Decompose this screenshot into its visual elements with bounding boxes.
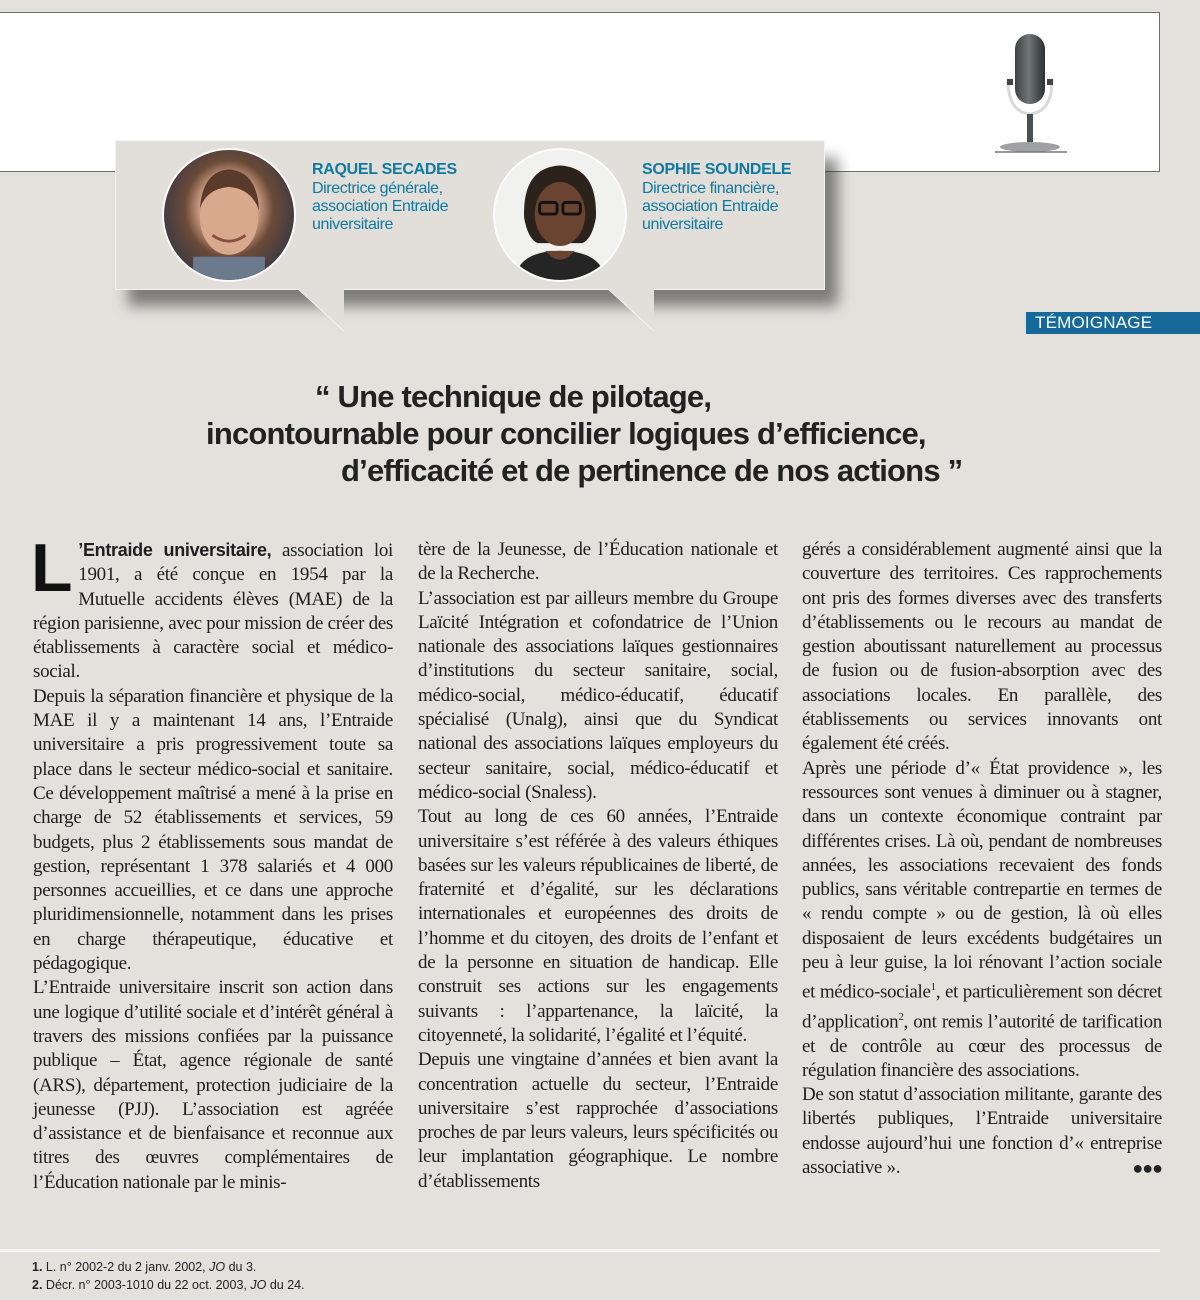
paragraph: Tout au long de ces 60 années, l’Entraide universitaire s’est référée à des valeurs éthiques basées sur les valeurs républicaines de liberté, de fraternité et d’égalité, sur les déclarations internationales et européennes des droits de l’homme et du citoyen, des droits de l’enfant et de la personne en situation de handicap. Elle construit ses actions sur les engagements suivants : l’appartenance, la laïcité, la citoyenneté, la solidarité, l’égalité et l’équité. — [418, 806, 778, 1046]
speaker-role: universitaire — [642, 216, 724, 233]
portrait-placeholder-icon — [164, 150, 294, 280]
speaker-photo-sophie-soundele — [493, 148, 627, 282]
footnotes — [32, 1258, 305, 1294]
paragraph: Après une période d’« État providence », les ressources sont venues à diminuer ou à stagner, dans un contexte économique contraint par différentes crises. Là où, pendant de nombreuses années, les associations recevaient des fonds publics, sans véritable contrepartie en termes de « rendu compte » ou de gestion, là où elles disposaient de leurs excédents budgétaires un peu à leur guise, la loi rénovant l’action sociale et médico-sociale$^1$, et particulièrement son décret d’application$^2$, ont remis l’autorité de tarification et de contrôle au cœur des processus de régulation financière des associations. — [802, 757, 1162, 1081]
footnote-2: 2. Décr. n° 2003-1010 du 22 oct. 2003, JO du 24. — [32, 1278, 305, 1292]
paragraph: L ’Entraide universitaire, association loi 1901, a été conçue en 1954 par la Mutuelle accidents élèves (MAE) de la région parisienne, avec pour mission de créer des établissements à caractère social et médico-social. — [31, 530, 393, 683]
bubble-tail-left — [298, 289, 358, 339]
article-column-2 — [418, 538, 778, 1194]
lead-in: ’Entraide universitaire, — [78, 540, 272, 560]
headline-line: incontournable pour concilier logiques d’efficience, — [206, 416, 926, 451]
headline-line: d’efficacité et de pertinence de nos actions ” — [341, 453, 963, 488]
speaker-info-1 — [312, 160, 457, 234]
headline-quote — [200, 378, 1060, 489]
footnote-1: 1. L. n° 2002-2 du 2 janv. 2002, JO du 3. — [32, 1260, 257, 1274]
speaker-name: SOPHIE SOUNDELE — [642, 161, 792, 178]
drop-cap: L — [31, 530, 73, 606]
speaker-info-2 — [642, 160, 791, 234]
bubble-tail-right — [608, 289, 668, 339]
speaker-photo-raquel-secades — [162, 148, 296, 282]
paragraph: L’association est par ailleurs membre du Groupe Laïcité Intégration et cofondatrice de l’Union nationale des associations laïques gestionnaires d’institutions du secteur sanitaire, social, médico-social, médico-éducatif, éducatif spécialisé (Unalg), ainsi que du Syndicat national des associations laïques employeurs du secteur sanitaire, social, médico-éducatif et médico-social (Snaless). — [418, 587, 778, 803]
article-column-3 — [802, 538, 1162, 1180]
speaker-role: association Entraide — [642, 198, 779, 215]
paragraph: gérés a considérablement augmenté ainsi que la couverture des territoires. Ces rapprochements ont pris des formes diverses avec des transferts d’établissements ou le recours au mandat de gestion aboutissant naturellement au processus de fusion ou de fusion-absorption avec des associations locales. En parallèle, des établissements ou services innovants ont également été créés. — [802, 539, 1162, 755]
headline-line: “ Une technique de pilotage, — [315, 379, 712, 414]
paragraph: Depuis la séparation financière et physique de la MAE il y a maintenant 14 ans, l’Entraide universitaire a pris progressivement toute sa place dans le secteur médico-social et sanitaire. Ce développement maîtrisé a mené à la prise en charge de 52 établissements et services, 59 budgets, plus 2 établissements sous mandat de gestion, représentant 1 378 salariés et 4 000 personnes accueillies, et ce dans une approche pluridimensionnelle, notamment dans les prises en charge thérapeutique, éducative et pédagogique. — [33, 685, 393, 975]
speaker-role: Directrice générale, — [312, 180, 443, 197]
paragraph: tère de la Jeunesse, de l’Éducation nationale et de la Recherche. — [418, 539, 778, 585]
article-column-1 — [31, 530, 393, 1195]
paragraph: De son statut d’association militante, garante des libertés publiques, l’Entraide universitaire endosse aujourd’hui une fonction d’« entreprise associative ». ●●● — [802, 1083, 1162, 1180]
microphone-icon — [975, 22, 1085, 157]
footnote-ref[interactable]: 1 — [930, 981, 936, 994]
paragraph: Depuis une vingtaine d’années et bien avant la concentration actuelle du secteur, l’Entraide universitaire s’est rapprochée d’associations proches de par leurs valeurs, leurs spécificités ou leur implantation géographique. Le nombre d’établissements — [418, 1049, 778, 1192]
speaker-role: universitaire — [312, 216, 394, 233]
speaker-name: RAQUEL SECADES — [312, 161, 457, 178]
footnote-ref[interactable]: 2 — [898, 1010, 904, 1023]
speaker-role: association Entraide — [312, 198, 449, 215]
section-badge: TÉMOIGNAGE — [1026, 312, 1200, 334]
continuation-dots-icon: ●●● — [1132, 1158, 1162, 1179]
footnote-divider — [0, 1249, 1160, 1252]
speaker-role: Directrice financière, — [642, 180, 780, 197]
portrait-placeholder-icon — [495, 150, 625, 280]
paragraph: L’Entraide universitaire inscrit son action dans une logique d’utilité sociale et d’intérêt général à travers des missions confiées par la puissance publique – État, agence régionale de santé (ARS), département, protection judiciaire de la jeunesse (PJJ). L’association est agréée d’assistance et de bienfaisance et reconnue aux titres des œuvres complémentaires de l’Éducation nationale par le minis- — [33, 977, 393, 1193]
